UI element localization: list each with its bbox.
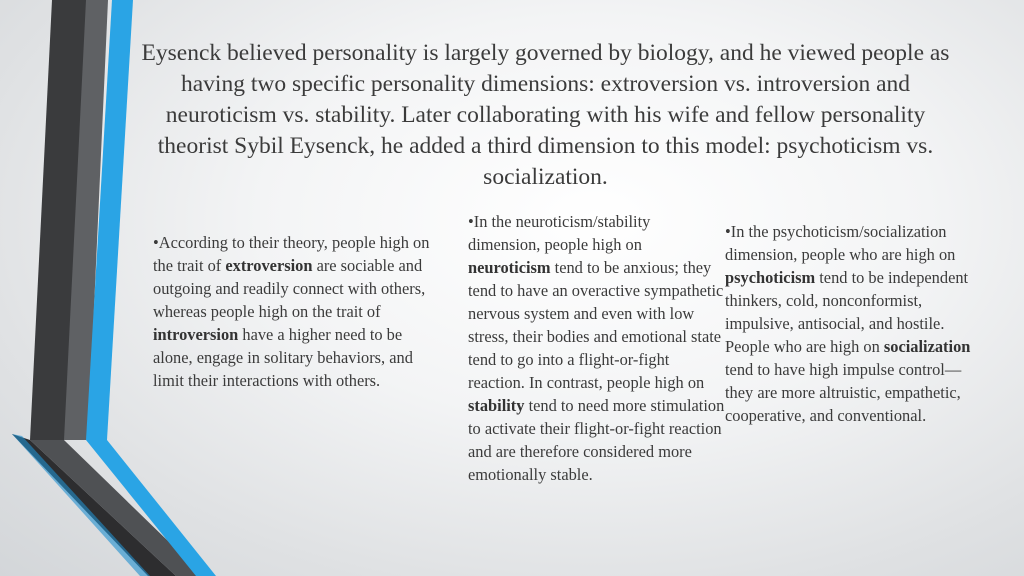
paragraph-extroversion: •According to their theory, people high on the trait of extroversion are sociable and outgoing and readily connect with others, whereas people high on the trait of introversion have a higher need to be alone, engage in solitary behaviors, and limit their interactions with others. (153, 233, 430, 390)
stripe-blue-vertical (86, 0, 133, 440)
term-socialization: socialization (883, 337, 971, 356)
stripe-dark-vertical (30, 0, 87, 440)
term-stability: stability (468, 396, 525, 415)
stripe-dark-diagonal (12, 434, 176, 576)
term-psychoticism: psychoticism (725, 268, 816, 287)
stripe-blue-diagonal (86, 440, 216, 576)
paragraph-psychoticism: •In the psychoticism/socialization dimension, people who are high on psychoticism tend to be independent thinkers, cold, nonconformist, impulsive, antisocial, and hostile. People who are high on socialization tend to have high impulse control—they are more altruistic, empathetic, cooperative, and conventional. (725, 222, 971, 425)
column-neuroticism (468, 210, 726, 486)
term-introversion: introversion (153, 325, 239, 344)
column-extroversion (153, 231, 438, 392)
column-psychoticism (725, 220, 975, 427)
term-neuroticism: neuroticism (468, 258, 551, 277)
slide-heading: Eysenck believed personality is largely governed by biology, and he viewed people as having two specific personality dimensions: extroversion vs. introversion and neuroticism vs. stability. Later collaborating with his wife and fellow personality theorist Sybil Eysenck, he added a third dimension to this model: psychoticism vs. socialization. (141, 40, 950, 190)
stripe-gray-vertical (64, 0, 108, 440)
paragraph-neuroticism: •In the neuroticism/stability dimension, people high on neuroticism tend to be anxious; they tend to have an overactive sympathetic nervous system and even with low stress, their bodies and emotional state tend to go into a flight-or-fight reaction. In contrast, people high on stability tend to need more stimulation to activate their flight-or-fight reaction and are therefore considered more emotionally stable. (468, 212, 725, 484)
stripe-gray-diagonal (30, 440, 204, 576)
term-extroversion: extroversion (225, 256, 313, 275)
stripe-blue-edge (12, 434, 150, 576)
